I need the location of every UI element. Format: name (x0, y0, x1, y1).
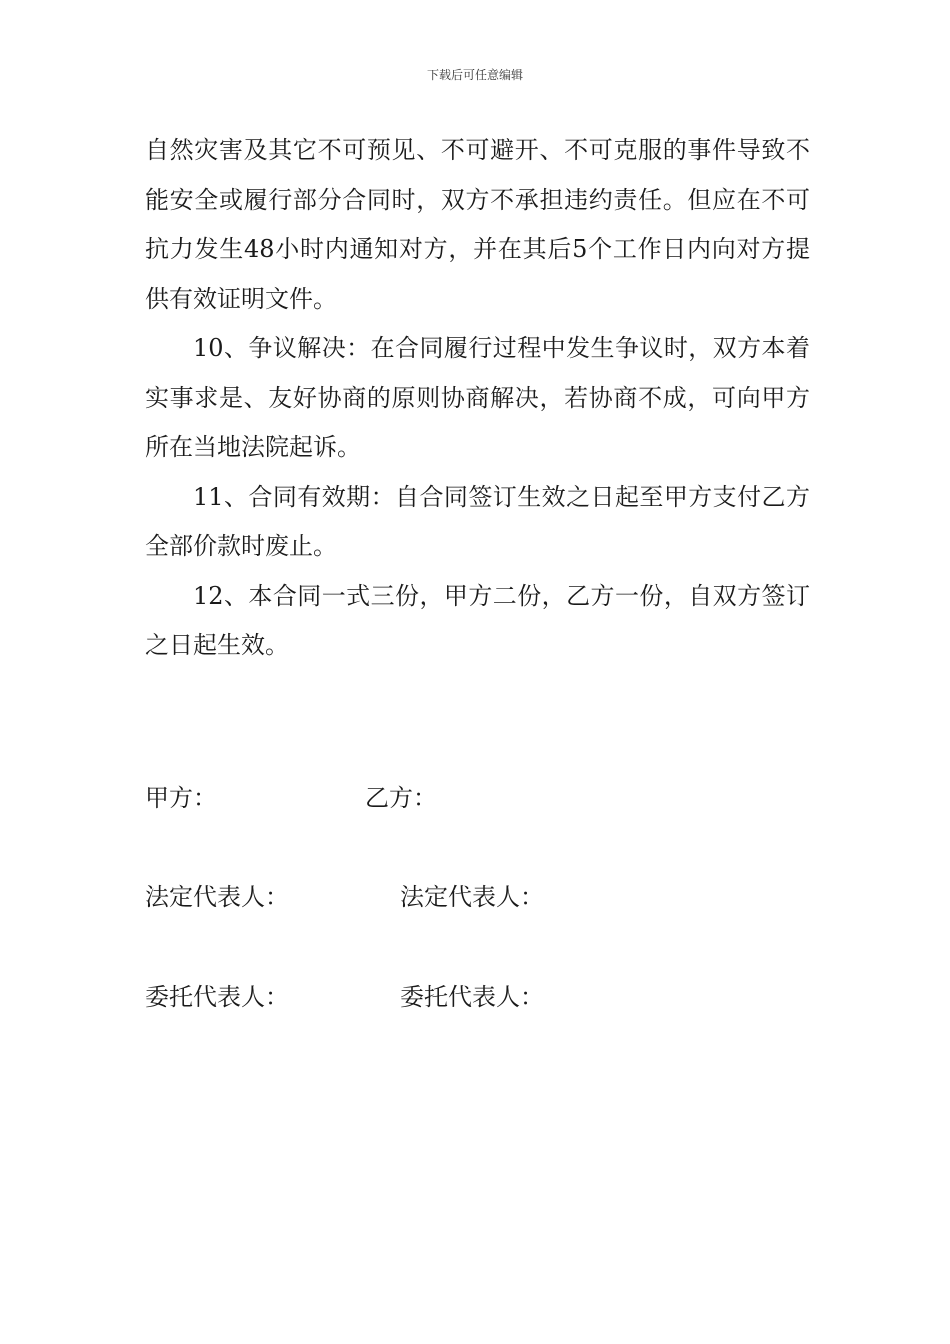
paragraph-validity-period: 11、合同有效期：自合同签订生效之日起至甲方支付乙方全部价款时废止。 (145, 482, 810, 560)
paragraph-dispute-resolution: 10、争议解决：在合同履行过程中发生争议时，双方本着实事求是、友好协商的原则协商解决，若协商不成，可向甲方所在当地法院起诉。 (145, 334, 810, 461)
agent-b-label: 委托代表人： (400, 983, 544, 1011)
paragraph-copies: 12、本合同一式三份，甲方二份，乙方一份，自双方签订之日起生效。 (145, 581, 810, 659)
party-a-label: 甲方： (145, 784, 217, 812)
paragraph-force-majeure: 自然灾害及其它不可预见、不可避开、不可克服的事件导致不能安全或履行部分合同时，双方不承担违约责任。但应在不可抗力发生48小时内通知对方，并在其后5个工作日内向对方提供有效证明文件。 (145, 136, 810, 313)
agent-a-label: 委托代表人： (145, 983, 289, 1011)
party-b-label: 乙方： (365, 784, 437, 812)
contract-body (145, 126, 810, 671)
header-note: 下载后可任意编辑 (426, 68, 523, 82)
legal-rep-a-label: 法定代表人： (145, 883, 289, 911)
legal-rep-b-label: 法定代表人： (400, 883, 544, 911)
